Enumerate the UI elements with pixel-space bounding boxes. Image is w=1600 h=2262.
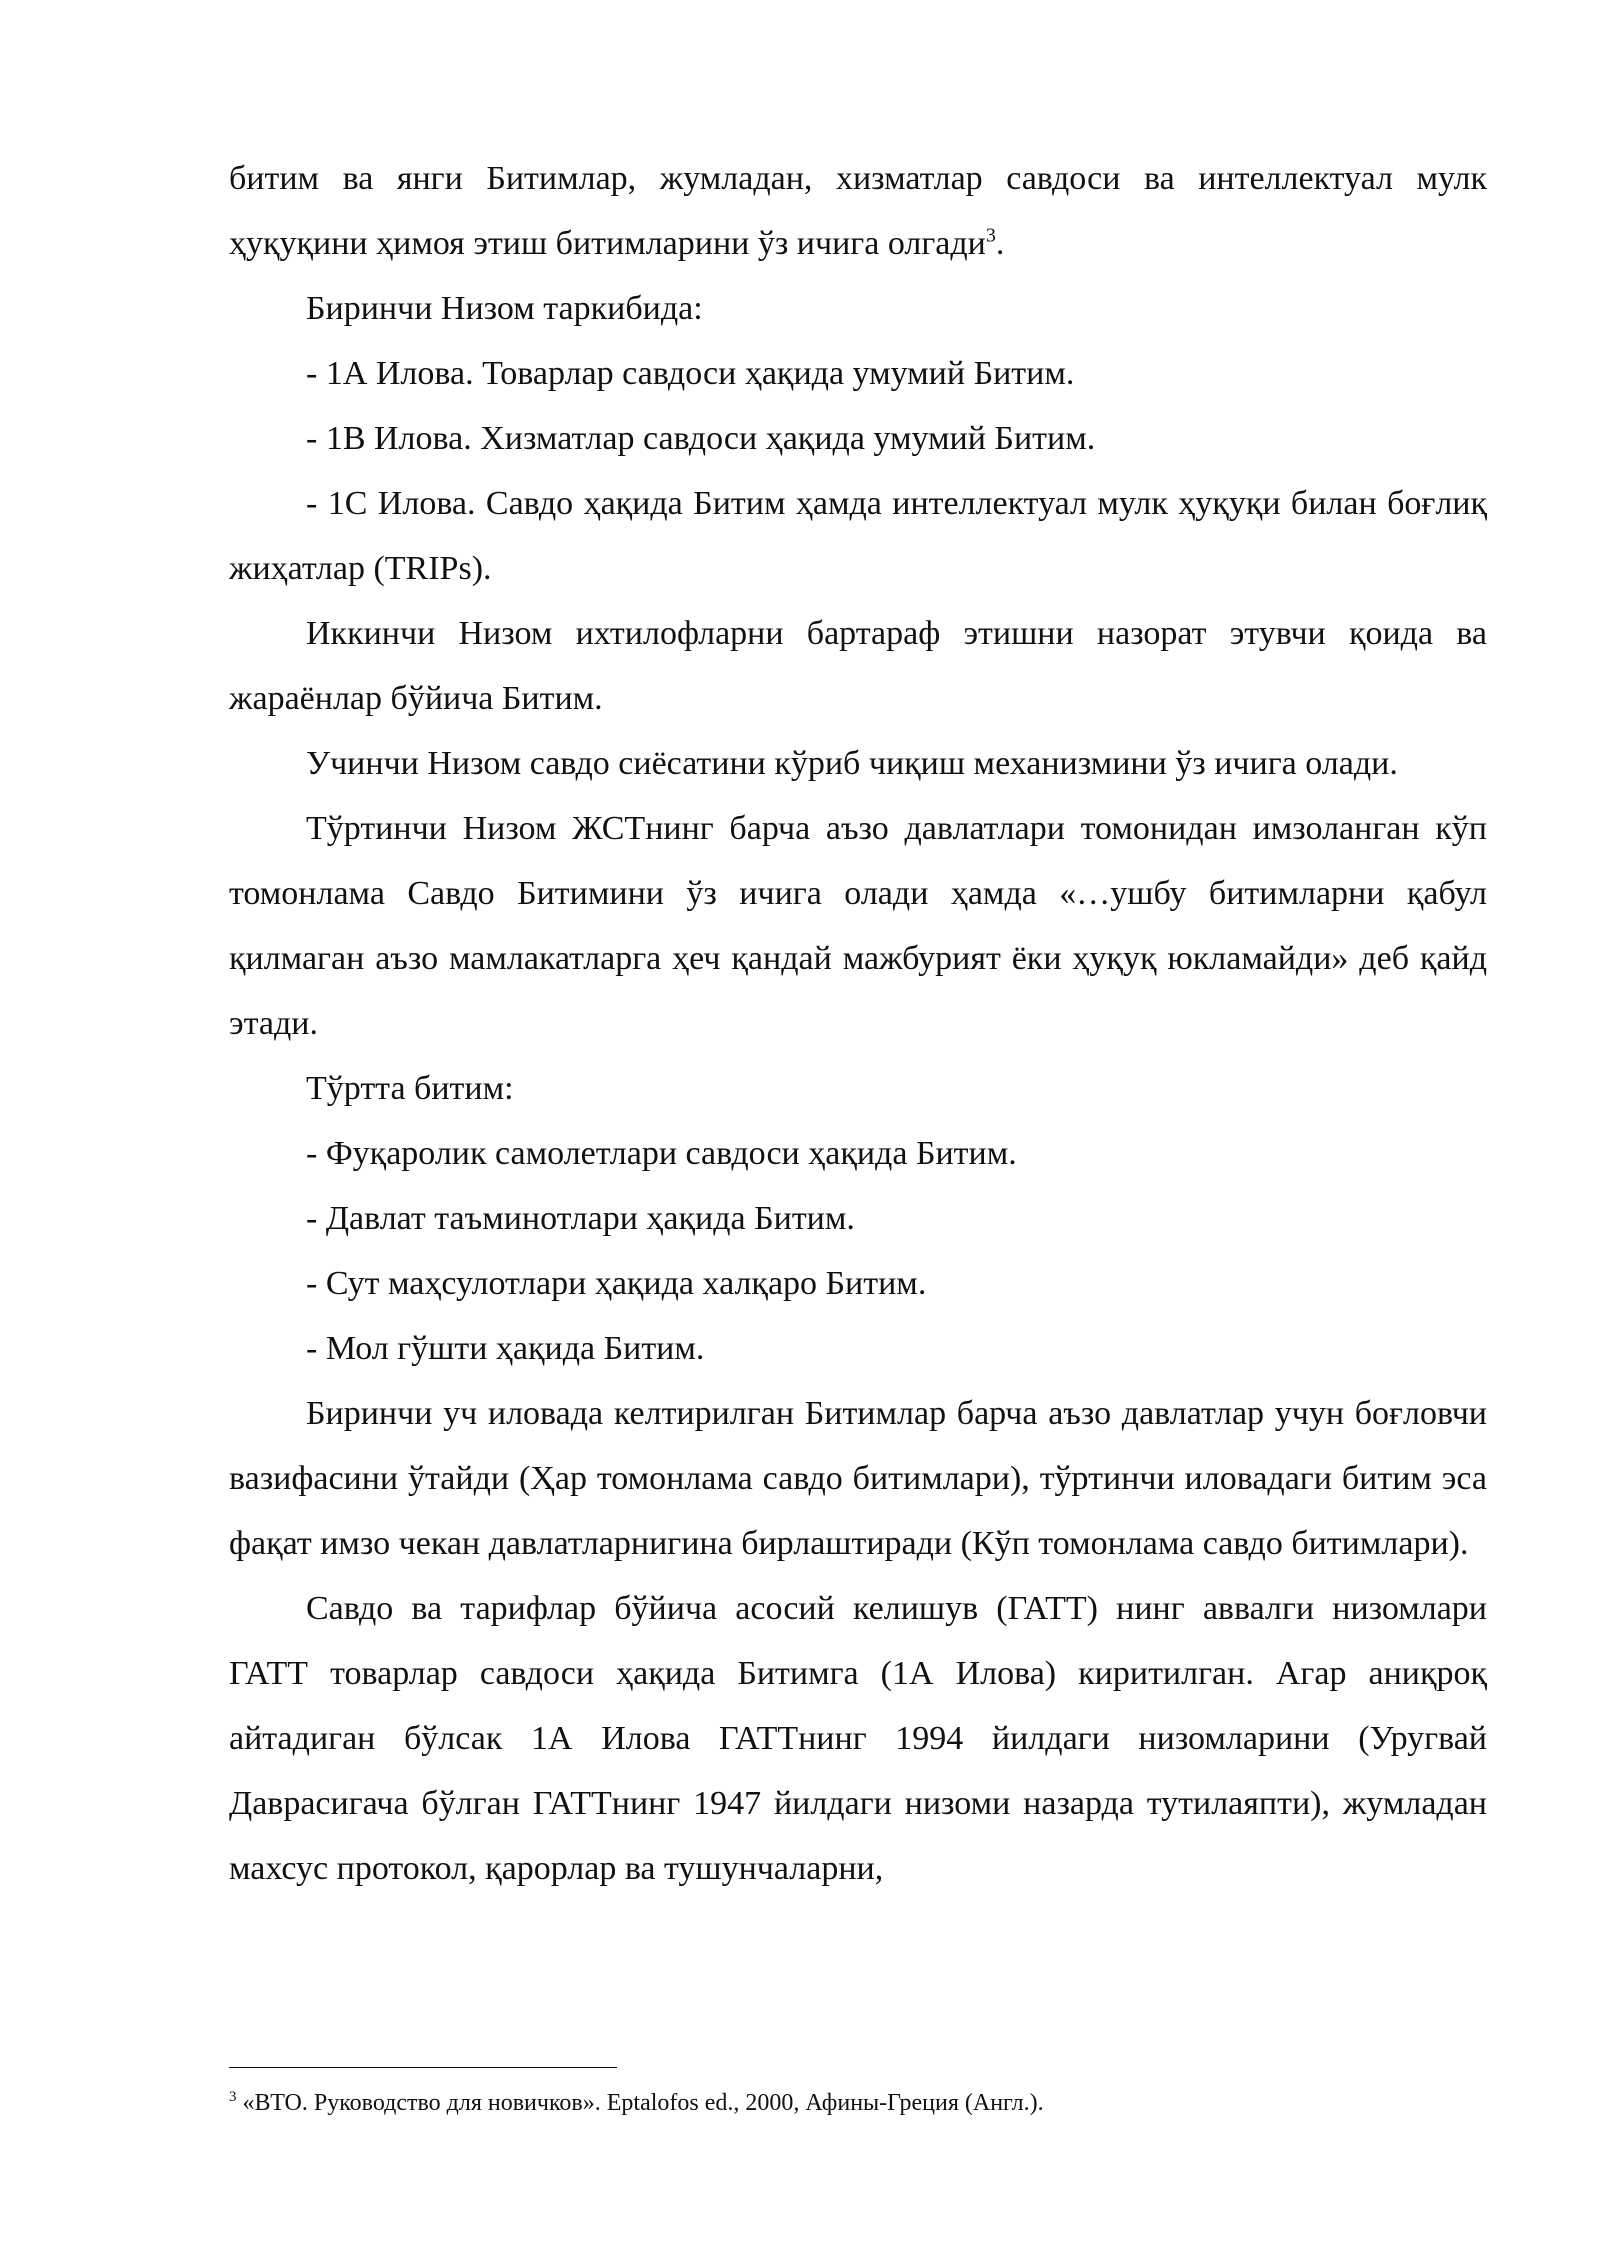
paragraph: Биринчи Низом таркибида:: [306, 290, 703, 327]
footnote-reference: 3: [985, 224, 996, 247]
paragraph: Иккинчи Низом ихтилофларни бартараф этишни назорат этувчи қоида ва жараёнлар бўйича Битим.: [229, 615, 1487, 717]
list-item: - Мол гўшти ҳақида Битим.: [306, 1330, 705, 1367]
list-item: - Фуқаролик самолетлари савдоси ҳақида Битим.: [306, 1135, 1017, 1172]
body-text: [229, 146, 1487, 1901]
paragraph: [229, 146, 1487, 276]
paragraph: Учинчи Низом савдо сиёсатини кўриб чиқиш механизмини ўз ичига олади.: [306, 745, 1398, 782]
paragraph: Биринчи уч иловада келтирилган Битимлар барча аъзо давлатлар учун боғловчи вазифасини ўтайди (Ҳар томонлама савдо битимлари), тўртинчи иловадаги битим эса фақат имзо чекан давлатларнигина бирлаштиради (Кўп томонлама савдо битимлари).: [229, 1395, 1487, 1562]
paragraph-end: .: [995, 225, 1005, 262]
list-item: - 1В Илова. Хизматлар савдоси ҳақида умумий Битим.: [306, 420, 1096, 457]
list-item: - 1А Илова. Товарлар савдоси ҳақида умумий Битим.: [306, 355, 1075, 392]
paragraph: Тўртинчи Низом ЖСТнинг барча аъзо давлатлари томонидан имзоланган кўп томонлама Савдо Битимини ўз ичига олади ҳамда «…ушбу битимларни қабул қилмаган аъзо мамлакатларга ҳеч қандай мажбурият ёки ҳуқуқ юкламайди» деб қайд этади.: [229, 810, 1487, 1042]
footnote: [229, 2086, 1487, 2120]
paragraph: Савдо ва тарифлар бўйича асосий келишув (ГАТТ) нинг аввалги низомлари ГАТТ товарлар савдоси ҳақида Битимга (1А Илова) киритилган. Агар аниқроқ айтадиган бўлсак 1А Илова ГАТТнинг 1994 йилдаги низомларини (Уругвай Даврасигача бўлган ГАТТнинг 1947 йилдаги низоми назарда тутилаяпти), жумладан махсус протокол, қарорлар ва тушунчаларни,: [229, 1590, 1487, 1887]
list-item: - Давлат таъминотлари ҳақида Битим.: [306, 1200, 855, 1237]
paragraph-text: битим ва янги Битимлар, жумладан, хизматлар савдоси ва интеллектуал мулк ҳуқуқини ҳимоя этиш битимларини ўз ичига олгади: [229, 160, 1487, 262]
footnote-number: 3: [229, 2089, 237, 2105]
list-item: - Сут маҳсулотлари ҳақида халқаро Битим.: [306, 1265, 927, 1302]
paragraph: Тўртта битим:: [306, 1070, 514, 1107]
list-item: - 1С Илова. Савдо ҳақида Битим ҳамда интеллектуал мулк ҳуқуқи билан боғлиқ жиҳатлар (TRIPs).: [229, 485, 1487, 587]
footnote-text: «ВТО. Руководство для новичков». Eptalofos ed., 2000, Афины-Греция (Англ.).: [236, 2090, 1044, 2116]
footnote-separator: [229, 2067, 617, 2068]
